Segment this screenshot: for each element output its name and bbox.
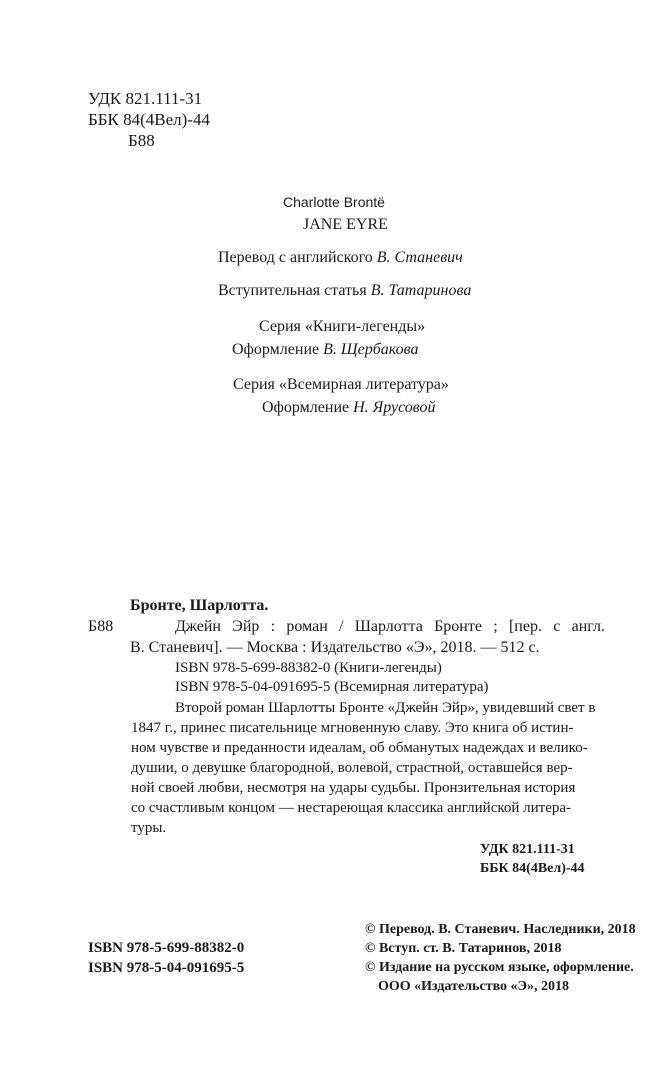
annotation — [131, 698, 615, 838]
intro-author-name: В. Татаринова — [370, 282, 472, 299]
original-author: Charlotte Brontë — [283, 194, 385, 210]
card-isbn2: ISBN 978-5-04-091695-5 (Всемирная литература) — [175, 679, 489, 695]
annotation-line: 1847 г., принес писательнице мгновенную славу. Это книга об истин- — [131, 720, 574, 736]
card-udk: УДК 821.111-31 — [480, 842, 575, 857]
series1-label: Серия «Книги-легенды» — [259, 318, 426, 335]
copyright-translation: © Перевод. В. Станевич. Наследники, 2018 — [365, 922, 636, 937]
annotation-line: Второй роман Шарлотты Бронте «Джейн Эйр», увидевший свет в — [175, 700, 596, 716]
series2-label: Серия «Всемирная литература» — [233, 376, 449, 393]
card-heading: Бронте, Шарлотта. — [130, 597, 269, 614]
original-title: JANE EYRE — [303, 216, 388, 233]
card-bbk: ББК 84(4Вел)-44 — [480, 861, 585, 876]
design1-author-name: В. Щербакова — [323, 341, 419, 358]
translation-credit — [218, 247, 463, 268]
design1-credit — [232, 339, 418, 360]
annotation-line: ном чувстве и преданности идеалам, об обманутых надеждах и велико- — [131, 740, 588, 756]
design2-author-name: Н. Ярусовой — [353, 399, 436, 416]
udk-code: УДК 821.111-31 — [88, 89, 203, 108]
annotation-line: туры. — [131, 820, 167, 836]
intro-label: Вступительная статья — [218, 282, 367, 299]
annotation-line: душии, о девушке благородной, волевой, страстной, оставшейся вер- — [131, 760, 573, 776]
card-isbn1: ISBN 978-5-699-88382-0 (Книги-легенды) — [175, 660, 442, 676]
copyright-intro: © Вступ. ст. В. Татаринов, 2018 — [365, 941, 562, 956]
annotation-line: ной своей любви, несмотря на удары судьбы. Пронзительная история — [131, 780, 576, 796]
footer-isbn2: ISBN 978-5-04-091695-5 — [88, 960, 245, 976]
card-author-sign: Б88 — [88, 618, 114, 635]
footer-isbn1: ISBN 978-5-699-88382-0 — [88, 940, 245, 956]
copyright-edition: © Издание на русском языке, оформление. — [365, 960, 634, 975]
translator-name: В. Станевич — [376, 249, 463, 266]
copyright-publisher: ООО «Издательство «Э», 2018 — [378, 979, 570, 994]
bbk-code: ББК 84(4Вел)-44 — [88, 110, 210, 129]
intro-credit — [218, 280, 471, 301]
translation-label: Перевод с английского — [218, 249, 373, 266]
design2-label: Оформление — [262, 399, 350, 416]
annotation-line: со счастливым концом — нестареющая классика английской литера- — [131, 800, 572, 816]
card-description-line2: В. Станевич]. — Москва : Издательство «Э», 2018. — 512 с. — [130, 639, 540, 656]
design2-credit — [262, 397, 436, 418]
card-description-line1: Джейн Эйр : роман / Шарлотта Бронте ; [пер. с англ. — [175, 618, 605, 635]
author-sign: Б88 — [128, 131, 155, 150]
design1-label: Оформление — [232, 341, 320, 358]
